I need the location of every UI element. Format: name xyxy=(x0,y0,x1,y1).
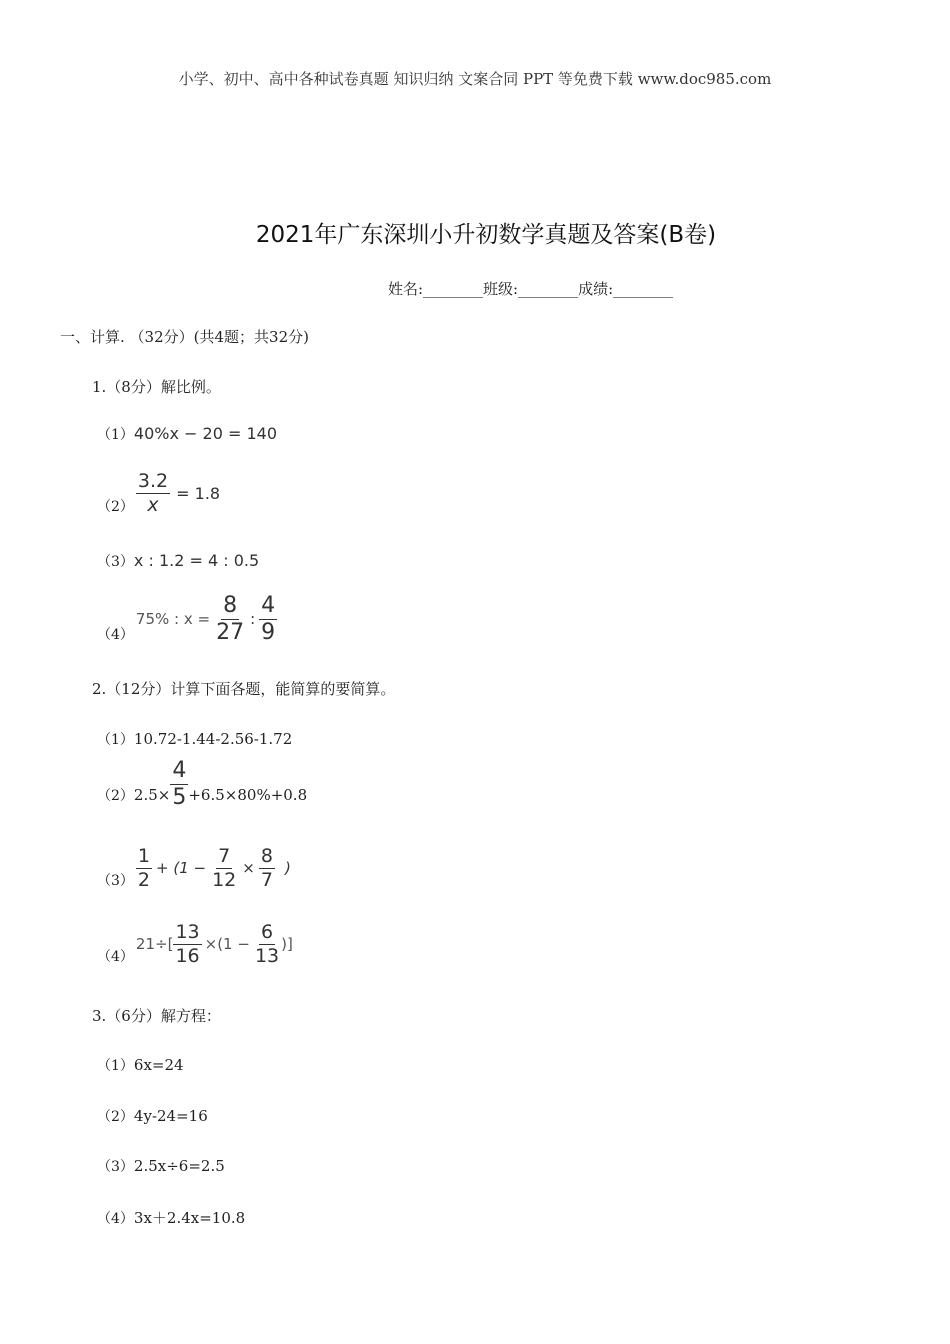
item-label: （3） xyxy=(97,1159,134,1175)
fraction xyxy=(253,920,281,967)
fraction-numerator: 6 xyxy=(260,920,274,943)
item-label: （2） xyxy=(97,787,134,804)
q2-item-4 xyxy=(97,922,293,966)
fraction-denominator: 2 xyxy=(137,868,151,891)
item-label: （1） xyxy=(97,427,134,443)
section-heading: 一、计算. （32分）(共4题；共32分) xyxy=(60,328,309,346)
q2-item-3 xyxy=(97,846,291,890)
fraction-denominator: 5 xyxy=(172,785,187,810)
q2-item-1 xyxy=(97,729,292,749)
student-info-line: 姓名:________班级:________成绩:________ xyxy=(388,280,674,298)
math-expression: x : 1.2 = 4 : 0.5 xyxy=(133,551,260,570)
math-expression: 2.5× xyxy=(133,785,171,804)
fraction-numerator: 7 xyxy=(218,844,231,867)
math-expression: 6x=24 xyxy=(133,1056,184,1074)
fraction-denominator: 13 xyxy=(254,944,280,967)
item-label: （1） xyxy=(97,1058,134,1074)
fraction xyxy=(214,592,246,645)
fraction xyxy=(259,844,275,891)
fraction xyxy=(259,592,277,645)
close-paren: ) xyxy=(284,859,291,877)
fraction-denominator: 16 xyxy=(175,944,200,967)
q1-item-1 xyxy=(97,424,277,444)
fraction xyxy=(173,920,201,967)
math-expression: 3x＋2.4x=10.8 xyxy=(133,1209,246,1227)
math-expression: 40%x − 20 = 140 xyxy=(133,424,278,443)
q1-item-4 xyxy=(97,594,277,644)
fraction-numerator: 1 xyxy=(137,844,151,867)
fraction-numerator: 3.2 xyxy=(137,469,169,492)
question-3-title: 3.（6分）解方程： xyxy=(92,1007,221,1025)
document-title: 2021年广东深圳小升初数学真题及答案(B卷) xyxy=(255,222,717,248)
item-label: （3） xyxy=(97,554,134,570)
q3-item-3 xyxy=(97,1156,225,1176)
math-expression: 75% : x = xyxy=(135,610,211,628)
q3-item-2 xyxy=(97,1106,208,1126)
fraction-denominator: 7 xyxy=(260,868,273,891)
fraction-denominator: x xyxy=(147,493,159,516)
item-label: （3） xyxy=(97,873,134,889)
fraction xyxy=(136,469,170,516)
q3-item-1 xyxy=(97,1055,184,1075)
fraction xyxy=(170,760,188,809)
math-expression: = 1.8 xyxy=(176,483,221,503)
item-label: （4） xyxy=(97,949,134,965)
fraction-denominator: 27 xyxy=(216,619,245,645)
ratio-sign: : xyxy=(250,610,256,628)
math-expression: 21÷[ xyxy=(135,935,174,953)
fraction-denominator: 12 xyxy=(212,868,237,891)
fraction-numerator: 8 xyxy=(260,844,273,867)
fraction xyxy=(210,844,238,891)
page-header: 小学、初中、高中各种试卷真题 知识归纳 文案合同 PPT 等免费下载 www.doc985.com xyxy=(178,70,772,88)
item-label: （2） xyxy=(97,1109,134,1125)
item-label: （4） xyxy=(97,627,134,643)
fraction-numerator: 4 xyxy=(172,758,187,783)
fraction-numerator: 8 xyxy=(223,592,238,618)
item-label: （4） xyxy=(97,1211,134,1227)
math-expression: 2.5x÷6=2.5 xyxy=(133,1157,225,1175)
close-bracket: )] xyxy=(281,935,293,953)
fraction-numerator: 4 xyxy=(261,592,276,618)
math-expression: ×(1 − xyxy=(204,935,250,953)
times-sign: × xyxy=(242,859,255,877)
item-label: （2） xyxy=(97,499,134,515)
q3-item-4 xyxy=(97,1207,245,1228)
math-expression: 10.72-1.44-2.56-1.72 xyxy=(133,730,293,748)
math-expression: 4y-24=16 xyxy=(133,1107,208,1125)
q1-item-3 xyxy=(97,551,259,571)
fraction-denominator: 9 xyxy=(261,619,276,645)
fraction xyxy=(136,844,152,891)
question-1-title: 1.（8分）解比例。 xyxy=(92,378,221,396)
q2-item-2 xyxy=(97,758,308,810)
item-label: （1） xyxy=(97,732,134,748)
math-expression: + (1 − xyxy=(156,859,207,877)
math-expression: +6.5×80%+0.8 xyxy=(188,785,308,804)
fraction-numerator: 13 xyxy=(175,920,200,943)
question-2-title: 2.（12分）计算下面各题，能简算的要简算。 xyxy=(92,680,396,698)
q1-item-2 xyxy=(97,470,220,516)
